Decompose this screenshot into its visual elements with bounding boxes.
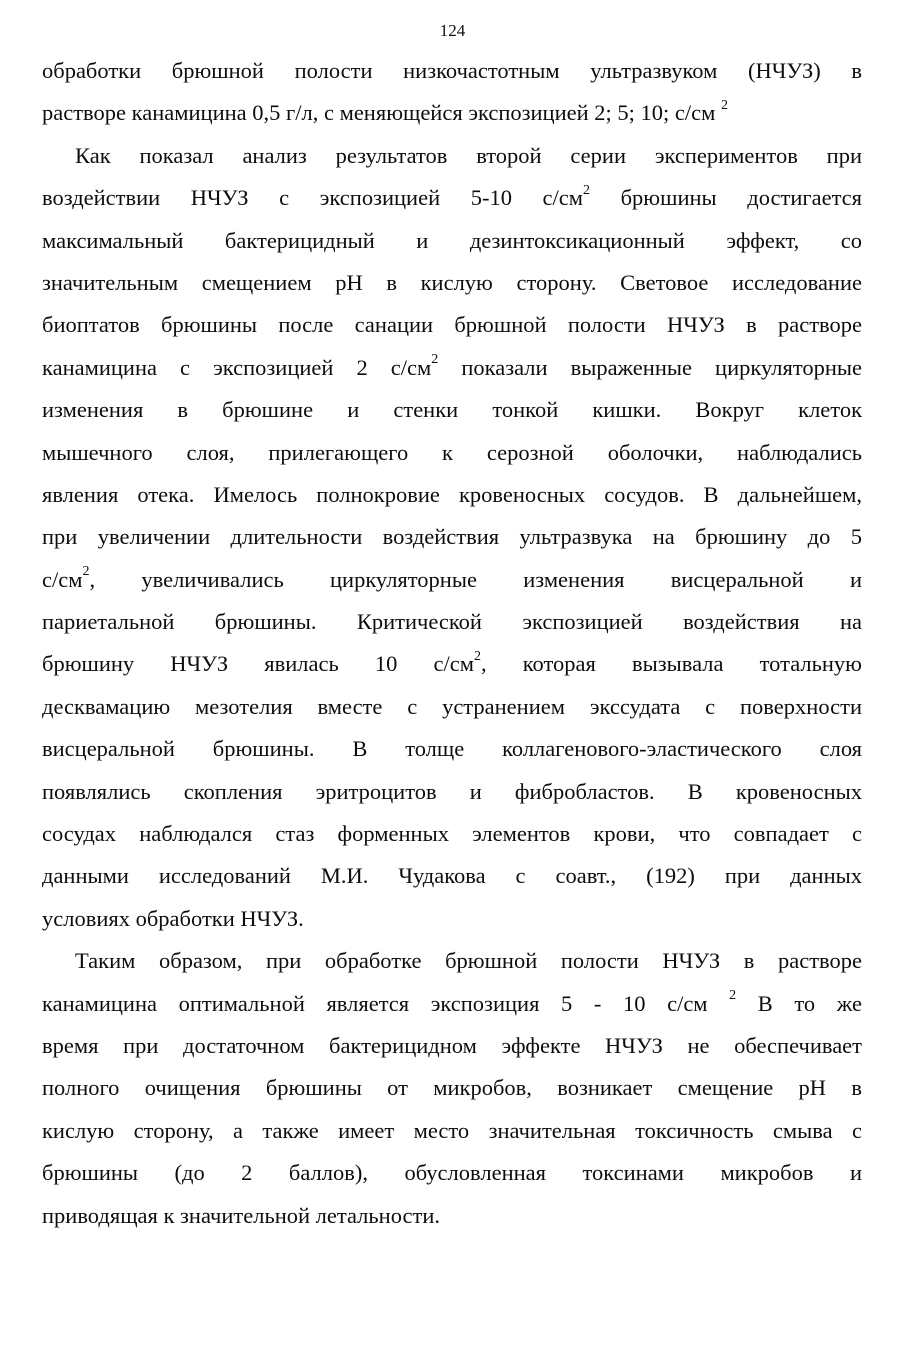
text-line: висцеральной брюшины. В толще коллагенового-эластического слоя [42, 736, 862, 762]
text-line: биоптатов брюшины после санации брюшной полости НЧУЗ в растворе [42, 312, 862, 338]
text-line: кислую сторону, а также имеет место значительная токсичность смыва с [42, 1117, 862, 1143]
text-line: сосудах наблюдался стаз форменных элементов крови, что совпадает с [42, 821, 862, 847]
text-line: десквамацию мезотелия вместе с устранением экссудата с поверхности [42, 693, 862, 719]
text-line: Таким образом, при обработке брюшной полости НЧУЗ в растворе [75, 948, 862, 974]
text-line: максимальный бактерицидный и дезинтоксикационный эффект, со [42, 227, 862, 253]
text-line: полного очищения брюшины от микробов, возникает смещение pH в [42, 1075, 862, 1101]
text-line: время при достаточном бактерицидном эффекте НЧУЗ не обеспечивает [42, 1032, 862, 1058]
text-line: мышечного слоя, прилегающего к серозной оболочки, наблюдались [42, 439, 862, 465]
body-text [42, 50, 862, 1237]
text-line: воздействии НЧУЗ с экспозицией 5-10 $с/см^2$ брюшины достигается [42, 182, 863, 211]
text-line: канамицина оптимальной является экспозиция 5 - 10 с/см $^2$ В то же [42, 988, 863, 1016]
text-line: Как показал анализ результатов второй серии экспериментов при [75, 142, 862, 168]
text-line: канамицина с экспозицией 2 $с/см^2$ показали выраженные циркуляторные [42, 352, 862, 380]
text-line: условиях обработки НЧУЗ. [42, 905, 304, 931]
text-line: растворе канамицина 0,5 г/л, с меняющейся экспозицией 2; 5; 10; с/см $^2$ [42, 97, 728, 126]
text-line: значительным смещением pH в кислую сторону. Световое исследование [42, 269, 862, 295]
text-line: данными исследований М.И. Чудакова с соавт., (192) при данных [42, 863, 862, 889]
text-line: при увеличении длительности воздействия ультразвука на брюшину до 5 [42, 524, 862, 550]
text-line: приводящая к значительной летальности. [42, 1202, 441, 1228]
text-line: $с/см^2$, увеличивались циркуляторные изменения висцеральной и [42, 564, 862, 592]
text-line: обработки брюшной полости низкочастотным ультразвуком (НЧУЗ) в [42, 58, 862, 83]
text-line: брюшины (до 2 баллов), обусловленная токсинами микробов и [42, 1160, 862, 1186]
text-line: явления отека. Имелось полнокровие кровеносных сосудов. В дальнейшем, [42, 481, 862, 507]
text-line: брюшину НЧУЗ явилась 10 $с/см^2$, которая вызывала тотальную [42, 648, 862, 677]
text-line: париетальной брюшины. Критической экспозицией воздействия на [42, 609, 862, 635]
text-line: изменения в брюшине и стенки тонкой кишки. Вокруг клеток [42, 397, 862, 423]
page-number: 124 [439, 21, 466, 40]
text-line: появлялись скопления эритроцитов и фибробластов. В кровеносных [42, 778, 862, 804]
